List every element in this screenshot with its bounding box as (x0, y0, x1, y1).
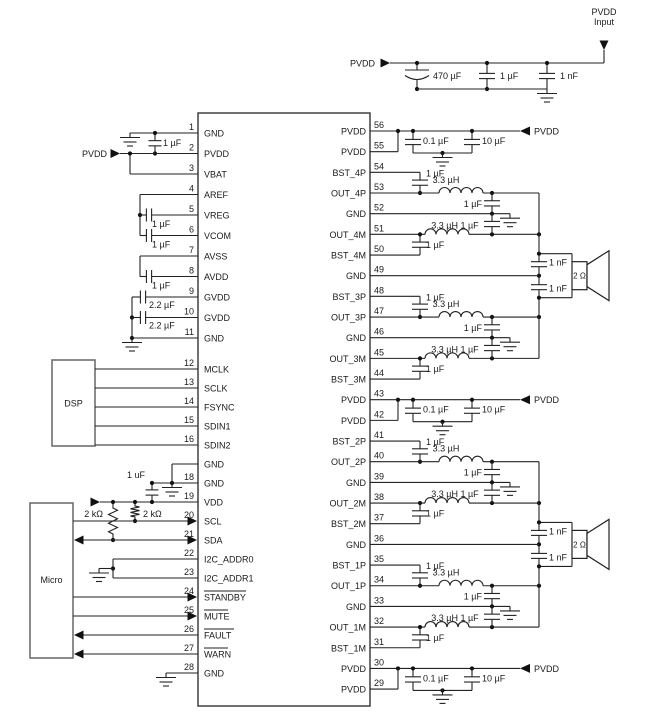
value-label: 1 µF (426, 632, 445, 643)
value-label: 1 µF (426, 561, 445, 572)
junction-dot (411, 666, 415, 670)
pin-name: OUT_1P (330, 581, 366, 592)
pvdd-flag-label: PVDD (81, 149, 107, 159)
pin-number: 8 (188, 265, 194, 276)
pin-name: GND (204, 333, 224, 344)
pin-name: PVDD (340, 395, 366, 406)
pin-number: 13 (183, 377, 194, 387)
pin-name: SDIN1 (204, 421, 231, 432)
pin-name: I2C_ADDR1 (204, 573, 254, 584)
pin-number: 28 (183, 662, 194, 672)
pin-number: 38 (374, 492, 385, 503)
pin-name: GND (346, 209, 366, 220)
junction-dot (396, 666, 400, 670)
pin-number: 40 (374, 450, 385, 461)
pin-number: 3 (188, 163, 194, 173)
value-label: 1 µF (463, 199, 482, 210)
junction-dot (537, 296, 541, 300)
pin-number: 1 (188, 122, 194, 132)
net-arrow-icon (74, 650, 84, 659)
speaker-icon (587, 251, 609, 301)
junction-dot (415, 61, 419, 65)
pin-number: 33 (374, 595, 385, 606)
pin-name: GND (346, 539, 366, 550)
pin-number: 2 (188, 142, 194, 153)
junction-dot (418, 625, 422, 629)
junction-dot (396, 129, 400, 133)
resistor (131, 502, 140, 521)
pin-number: 12 (183, 358, 194, 368)
net-arrow-icon (520, 395, 530, 404)
pin-name: PVDD (204, 149, 230, 159)
pin-number: 34 (374, 574, 385, 585)
speaker-impedance: 2 Ω (573, 271, 586, 281)
value-label: 2 kΩ (143, 509, 162, 519)
pin-name: OUT_3P (330, 312, 366, 323)
value-label: 1 µF (426, 364, 445, 375)
pin-name: PVDD (340, 684, 366, 695)
pin-number: 55 (374, 140, 385, 151)
pin-name: OUT_3M (329, 353, 366, 364)
value-label: 2 kΩ (84, 509, 103, 519)
pin-name: BST_3M (330, 374, 366, 385)
pin-name: BST_4M (330, 250, 366, 261)
value-label: 1 µF (152, 280, 171, 291)
pin-number: 42 (374, 409, 385, 420)
value-label: 1 nF (549, 257, 568, 268)
pin-name: BST_4P (332, 167, 366, 178)
value-label: 0.1 µF (423, 673, 449, 684)
value-label: 10 µF (482, 136, 506, 146)
value-label: 10 µF (482, 404, 506, 415)
pin-name: GVDD (204, 292, 231, 303)
pin-number: 24 (183, 586, 194, 596)
pin-name: VREG (204, 210, 230, 221)
value-label: 470 µF (433, 71, 462, 81)
pin-name: SDIN2 (204, 440, 231, 451)
pin-number: 50 (374, 244, 385, 255)
pin-name: AVDD (204, 272, 229, 282)
value-label: 1 uF (126, 470, 145, 480)
pin-name: WARN (204, 649, 232, 660)
pin-name: FSYNC (204, 402, 235, 413)
value-label: 1 µF (426, 240, 445, 251)
pin-name: PVDD (340, 415, 366, 426)
pin-name: OUT_1M (329, 622, 366, 633)
net-arrow-icon (520, 127, 530, 136)
pin-name: GND (346, 601, 366, 612)
pin-number: 41 (374, 430, 385, 441)
pin-number: 43 (374, 388, 385, 399)
junction-dot (418, 356, 422, 360)
value-label: 1 µF (152, 239, 171, 250)
net-arrow-icon (74, 536, 84, 545)
pin-number: 22 (183, 548, 194, 558)
inductor (439, 580, 483, 586)
pin-name: MCLK (204, 364, 230, 375)
pin-name: GND (204, 459, 224, 470)
net-arrow-icon (600, 41, 609, 51)
value-label: 1 nF (549, 552, 568, 563)
junction-dot (470, 398, 474, 402)
value-label: 3.3 µH 1 µF (431, 489, 479, 500)
pin-number: 36 (374, 533, 385, 544)
speaker-icon (587, 519, 609, 569)
pvdd-flag-label: PVDD (534, 126, 560, 137)
value-label: 3.3 µH (432, 175, 460, 186)
net-arrow-icon (111, 149, 121, 158)
pin-name: FAULT (204, 630, 232, 641)
pin-name: GVDD (204, 313, 231, 323)
pin-number: 11 (184, 327, 194, 337)
pvdd-input-label: Input (593, 17, 615, 27)
net-arrow-icon (520, 664, 530, 673)
pin-number: 56 (374, 120, 385, 130)
pin-name: GND (346, 477, 366, 488)
pin-name: OUT_4P (330, 188, 366, 199)
pin-number: 5 (188, 204, 194, 214)
value-label: 3.3 µH 1 µF (431, 220, 479, 231)
pin-number: 21 (183, 529, 194, 539)
pin-name: BST_2P (332, 436, 366, 447)
value-label: 1 µF (426, 168, 445, 179)
pin-name: MUTE (204, 611, 230, 622)
junction-dot (418, 232, 422, 236)
pin-number: 39 (374, 471, 385, 482)
pin-number: 31 (374, 636, 385, 647)
junction-dot (470, 666, 474, 670)
junction-dot (111, 500, 115, 504)
pin-number: 27 (183, 643, 194, 653)
value-label: 1 µF (463, 591, 482, 602)
pin-number: 51 (374, 223, 385, 234)
pin-number: 46 (374, 326, 385, 337)
net-arrow-icon (74, 631, 84, 640)
pin-number: 49 (374, 264, 385, 275)
capacitor (405, 76, 429, 80)
pin-name: VBAT (204, 169, 227, 180)
junction-dot (150, 481, 154, 485)
junction-dot (545, 61, 549, 65)
pin-name: PVDD (340, 126, 366, 137)
pin-name: BST_1P (332, 560, 366, 571)
pvdd-flag-label: PVDD (534, 395, 560, 406)
junction-dot (537, 564, 541, 568)
value-label: 1 µF (463, 323, 482, 334)
value-label: 1 nF (549, 283, 568, 294)
pin-name: STANDBY (204, 592, 246, 603)
net-arrow-icon (91, 498, 101, 507)
pin-name: OUT_2M (329, 498, 366, 509)
pin-name: SCLK (204, 383, 228, 394)
pin-number: 47 (374, 306, 385, 317)
pin-name: PVDD (340, 147, 366, 158)
value-label: 3.3 µH (432, 443, 460, 454)
pin-name: BST_3P (332, 291, 366, 302)
value-label: 3.3 µH 1 µF (431, 344, 479, 355)
pvdd-flag-label: PVDD (349, 58, 375, 69)
pin-name: AVSS (204, 251, 228, 262)
pin-name: VCOM (204, 231, 231, 241)
junction-dot (133, 500, 137, 504)
pin-number: 4 (188, 183, 194, 194)
pin-number: 26 (183, 624, 194, 634)
junction-dot (470, 129, 474, 133)
pin-number: 32 (374, 616, 385, 627)
pin-number: 30 (374, 657, 385, 668)
pin-number: 19 (183, 491, 194, 501)
junction-dot (153, 131, 157, 135)
pin-number: 16 (183, 434, 194, 444)
value-label: 1 µF (426, 437, 445, 448)
pin-number: 7 (188, 245, 194, 255)
value-label: 1 nF (549, 526, 568, 537)
value-label: 1 nF (560, 71, 579, 81)
pin-number: 48 (374, 285, 385, 296)
pin-number: 20 (183, 510, 194, 520)
pin-number: 9 (188, 286, 194, 296)
pin-number: 54 (374, 161, 385, 172)
pin-number: 18 (183, 472, 194, 482)
value-label: 2.2 µF (149, 300, 175, 310)
junction-dot (537, 520, 541, 524)
value-label: 1 µF (152, 219, 171, 229)
value-label: 2.2 µF (149, 320, 175, 331)
pin-number: 35 (374, 554, 385, 565)
pvdd-flag-label: PVDD (534, 663, 560, 674)
pin-name: BST_2M (330, 519, 366, 530)
junction-dot (396, 398, 400, 402)
pin-number: 45 (374, 347, 385, 358)
pin-number: 6 (188, 224, 194, 235)
value-label: 10 µF (482, 673, 506, 684)
pin-name: AREF (204, 190, 229, 200)
pin-name: OUT_2P (330, 457, 366, 468)
speaker-impedance: 2 Ω (573, 540, 586, 550)
pin-name: GND (346, 333, 366, 344)
value-label: 3.3 µH 1 µF (431, 613, 479, 624)
pvdd-input-label: PVDD (591, 7, 617, 17)
inductor (439, 188, 483, 193)
value-label: 1 µF (163, 138, 182, 148)
pin-number: 15 (183, 415, 194, 425)
value-label: 1 µF (426, 508, 445, 519)
pin-number: 14 (183, 396, 194, 406)
pin-name: GND (204, 128, 224, 139)
pin-name: PVDD (340, 663, 366, 674)
inductor (439, 456, 483, 461)
junction-dot (418, 501, 422, 505)
junction-dot (485, 61, 489, 65)
pin-number: 25 (183, 605, 194, 615)
dsp-label: DSP (64, 398, 83, 409)
pin-number: 53 (374, 182, 385, 193)
net-arrow-icon (381, 59, 391, 68)
value-label: 1 µF (426, 292, 445, 303)
pin-name: SDA (204, 535, 223, 546)
pin-number: 44 (374, 368, 385, 379)
junction-dot (411, 398, 415, 402)
pin-name: SCL (204, 516, 222, 527)
pin-name: VDD (204, 497, 224, 508)
value-label: 3.3 µH (432, 567, 460, 578)
junction-dot (537, 252, 541, 256)
pin-name: I2C_ADDR0 (204, 554, 254, 565)
pin-name: BST_1M (330, 643, 366, 654)
value-label: 0.1 µF (423, 404, 449, 415)
pin-number: 23 (183, 567, 194, 577)
junction-dot (150, 500, 154, 504)
pin-name: GND (346, 271, 366, 282)
pin-name: GND (204, 668, 224, 679)
pin-number: 52 (374, 202, 385, 213)
pin-number: 37 (374, 512, 385, 523)
value-label: 3.3 µH (432, 299, 460, 310)
pin-name: OUT_4M (329, 229, 366, 240)
junction-dot (128, 151, 132, 155)
value-label: 1 µF (500, 71, 519, 81)
pin-name: GND (204, 478, 224, 489)
micro-label: Micro (40, 575, 63, 585)
junction-dot (411, 129, 415, 133)
pin-number: 10 (183, 306, 194, 317)
value-label: 0.1 µF (423, 136, 449, 146)
value-label: 1 µF (463, 467, 482, 478)
inductor (439, 312, 483, 318)
pin-number: 29 (374, 678, 385, 689)
